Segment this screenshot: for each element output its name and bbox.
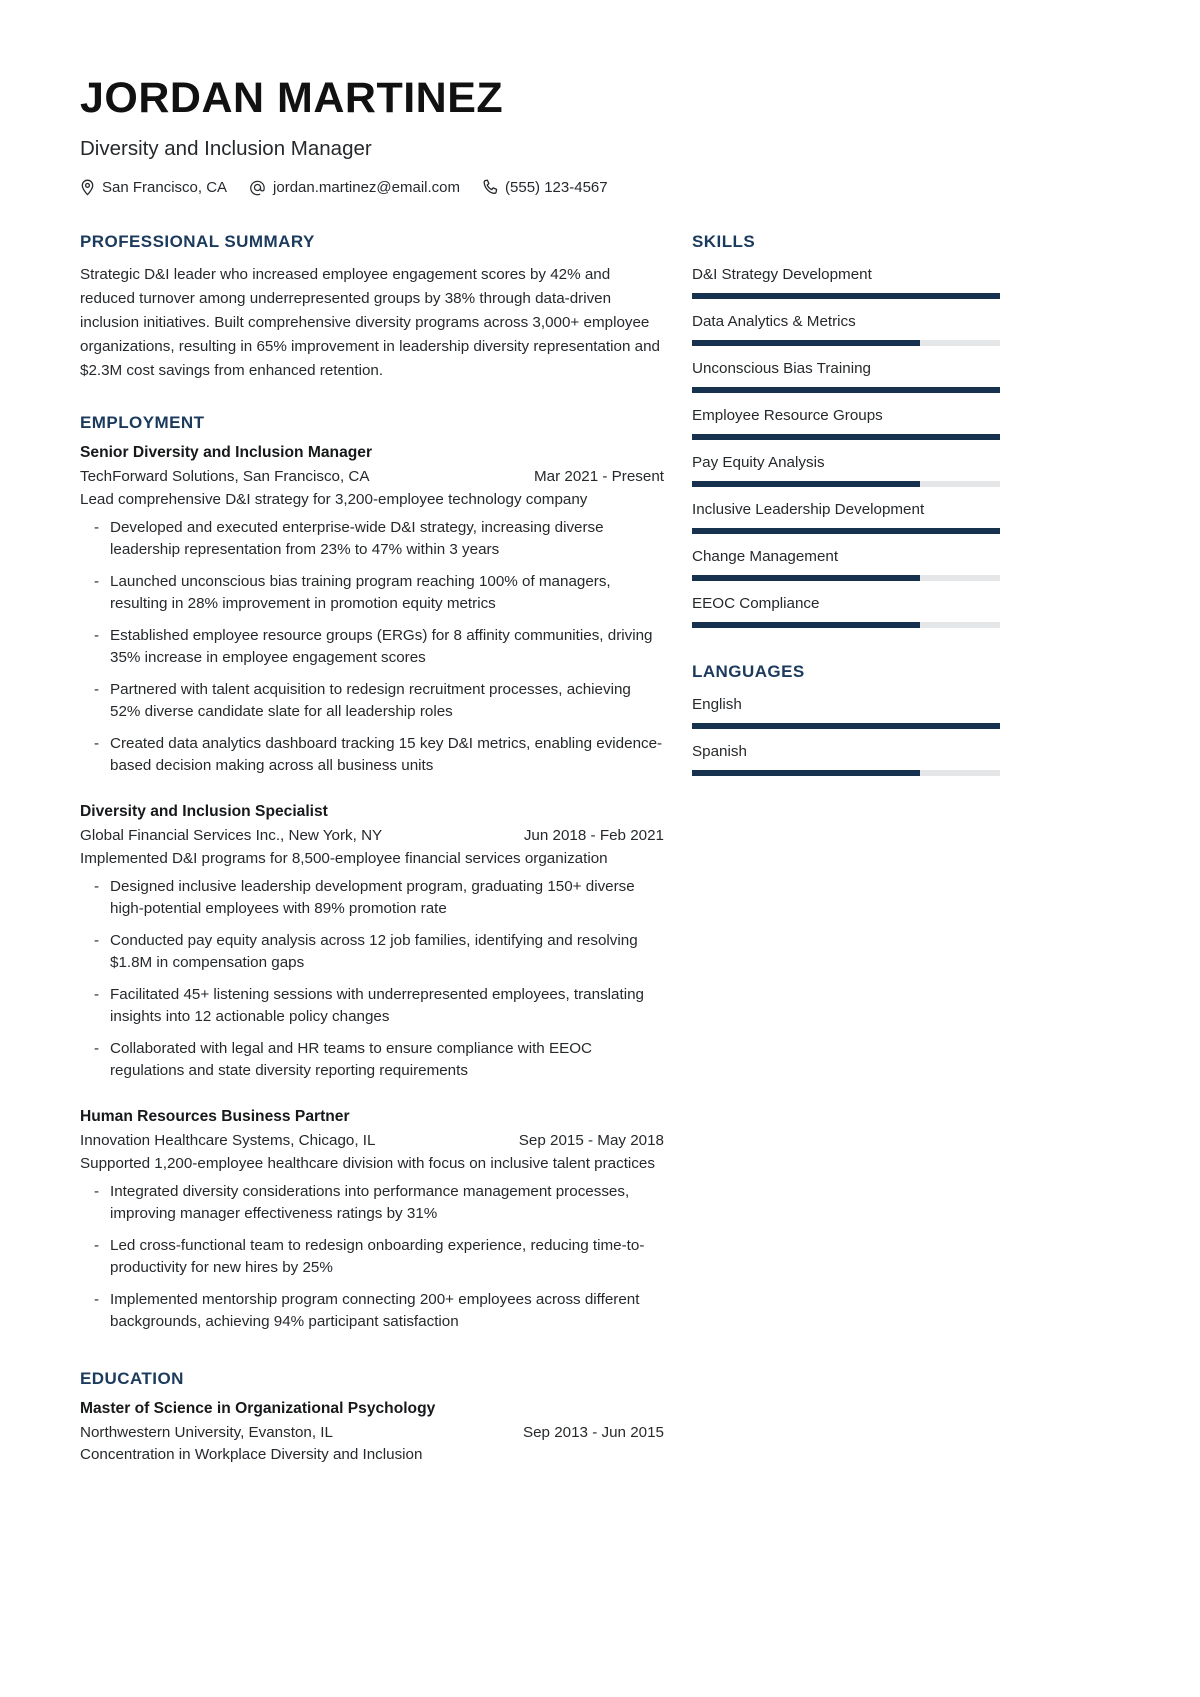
employment-bullet: - Led cross-functional team to redesign onboarding experience, reducing time-to-productivity for new hires by 25% bbox=[80, 1235, 664, 1279]
section-education bbox=[80, 1369, 664, 1463]
employment-meta bbox=[80, 1132, 664, 1149]
resume-body bbox=[80, 232, 1028, 1471]
employment-bullet: - Conducted pay equity analysis across 12 job families, identifying and resolving $1.8M in compensation gaps bbox=[80, 930, 664, 974]
contact-location bbox=[80, 179, 227, 196]
education-list bbox=[80, 1400, 664, 1463]
language-label: Spanish bbox=[692, 743, 747, 761]
section-skills bbox=[692, 232, 1000, 628]
skill-label: Pay Equity Analysis bbox=[692, 454, 825, 472]
employment-entry bbox=[80, 803, 664, 1082]
section-title-summary: PROFESSIONAL SUMMARY bbox=[80, 232, 315, 252]
skill-level-bar-fill bbox=[692, 528, 1000, 534]
skill-label: EEOC Compliance bbox=[692, 595, 820, 613]
employment-bullet-list bbox=[80, 876, 664, 1082]
skill-item bbox=[692, 595, 1000, 628]
location-pin-icon bbox=[80, 179, 95, 196]
employment-job-title: Human Resources Business Partner bbox=[80, 1107, 350, 1125]
employment-entry bbox=[80, 1108, 664, 1333]
employment-bullet-list bbox=[80, 517, 664, 777]
skill-item bbox=[692, 360, 1000, 393]
skill-item bbox=[692, 501, 1000, 534]
skill-level-bar bbox=[692, 434, 1000, 440]
employment-dates: Jun 2018 - Feb 2021 bbox=[523, 827, 664, 845]
education-school: Northwestern University, Evanston, IL bbox=[80, 1423, 333, 1441]
languages-list bbox=[692, 696, 1000, 776]
language-item bbox=[692, 696, 1000, 729]
employment-bullet: - Launched unconscious bias training program reaching 100% of managers, resulting in 28% improvement in promotion equity metrics bbox=[80, 571, 664, 615]
main-column bbox=[80, 232, 692, 1471]
employment-bullet: - Collaborated with legal and HR teams to ensure compliance with EEOC regulations and state diversity reporting requirements bbox=[80, 1038, 664, 1082]
skill-label: Unconscious Bias Training bbox=[692, 360, 871, 378]
contact-phone-text: (555) 123-4567 bbox=[505, 179, 608, 197]
employment-bullet-list bbox=[80, 1181, 664, 1333]
skill-level-bar-fill bbox=[692, 293, 1000, 299]
skills-list bbox=[692, 266, 1000, 628]
skill-item bbox=[692, 407, 1000, 440]
skill-level-bar-fill bbox=[692, 434, 1000, 440]
language-item bbox=[692, 743, 1000, 776]
employment-bullet: - Integrated diversity considerations into performance management processes, improving manager effectiveness ratings by 31% bbox=[80, 1181, 664, 1225]
employment-job-title: Diversity and Inclusion Specialist bbox=[80, 803, 328, 821]
employment-company: Global Financial Services Inc., New York, NY bbox=[80, 827, 383, 845]
section-title-skills: SKILLS bbox=[692, 232, 756, 252]
language-level-bar bbox=[692, 770, 1000, 776]
skill-level-bar-fill bbox=[692, 575, 920, 581]
skill-label: Change Management bbox=[692, 548, 839, 566]
employment-description: Supported 1,200-employee healthcare division with focus on inclusive talent practices bbox=[80, 1154, 655, 1172]
sidebar-column bbox=[692, 232, 1000, 790]
employment-bullet: - Implemented mentorship program connecting 200+ employees across different backgrounds, achieving 94% participant satisfaction bbox=[80, 1289, 664, 1333]
skill-level-bar-fill bbox=[692, 340, 920, 346]
candidate-headline: Diversity and Inclusion Manager bbox=[80, 137, 372, 161]
employment-meta bbox=[80, 468, 664, 485]
skill-level-bar-fill bbox=[692, 622, 920, 628]
employment-entry bbox=[80, 444, 664, 777]
employment-bullet: - Established employee resource groups (ERGs) for 8 affinity communities, driving 35% increase in employee engagement scores bbox=[80, 625, 664, 669]
skill-item bbox=[692, 454, 1000, 487]
resume-header bbox=[80, 76, 1028, 196]
contact-email bbox=[249, 179, 460, 196]
skill-item bbox=[692, 548, 1000, 581]
language-level-bar-fill bbox=[692, 723, 1000, 729]
skill-level-bar bbox=[692, 575, 1000, 581]
skill-level-bar-fill bbox=[692, 387, 1000, 393]
employment-job-title: Senior Diversity and Inclusion Manager bbox=[80, 444, 373, 462]
contact-phone bbox=[482, 179, 608, 196]
skill-level-bar bbox=[692, 293, 1000, 299]
employment-dates: Mar 2021 - Present bbox=[534, 468, 664, 486]
skill-label: Inclusive Leadership Development bbox=[692, 501, 925, 519]
employment-list bbox=[80, 444, 664, 1332]
education-note: Concentration in Workplace Diversity and Inclusion bbox=[80, 1445, 423, 1463]
contact-location-text: San Francisco, CA bbox=[102, 179, 228, 197]
employment-bullet: - Partnered with talent acquisition to redesign recruitment processes, achieving 52% diverse candidate slate for all leadership roles bbox=[80, 679, 664, 723]
email-at-icon bbox=[249, 179, 266, 196]
section-employment bbox=[80, 413, 664, 1332]
employment-company: TechForward Solutions, San Francisco, CA bbox=[80, 468, 370, 486]
skill-level-bar-fill bbox=[692, 481, 920, 487]
employment-description: Implemented D&I programs for 8,500-employee financial services organization bbox=[80, 850, 608, 868]
skill-item bbox=[692, 266, 1000, 299]
skill-level-bar bbox=[692, 481, 1000, 487]
section-professional-summary bbox=[80, 232, 664, 383]
language-label: English bbox=[692, 696, 742, 714]
contact-email-text: jordan.martinez@email.com bbox=[273, 179, 461, 197]
phone-icon bbox=[482, 179, 498, 196]
employment-bullet: - Created data analytics dashboard tracking 15 key D&I metrics, enabling evidence-based decision making across all business units bbox=[80, 733, 664, 777]
section-title-languages: LANGUAGES bbox=[692, 662, 805, 682]
summary-text: Strategic D&I leader who increased employee engagement scores by 42% and reduced turnover among underrepresented groups by 38% through data-driven inclusion initiatives. Built comprehensive diversity programs across 3,000+ employee organizations, resulting in 65% improvement in leadership diversity representation and $2.3M cost savings from enhanced retention. bbox=[80, 266, 660, 380]
education-dates: Sep 2013 - Jun 2015 bbox=[522, 1423, 664, 1441]
employment-meta bbox=[80, 827, 664, 844]
skill-label: Employee Resource Groups bbox=[692, 407, 883, 425]
language-level-bar bbox=[692, 723, 1000, 729]
employment-dates: Sep 2015 - May 2018 bbox=[518, 1131, 664, 1149]
skill-label: Data Analytics & Metrics bbox=[692, 313, 856, 331]
education-entry bbox=[80, 1400, 664, 1463]
language-level-bar-fill bbox=[692, 770, 920, 776]
employment-bullet: - Developed and executed enterprise-wide D&I strategy, increasing diverse leadership representation from 23% to 47% within 3 years bbox=[80, 517, 664, 561]
education-meta bbox=[80, 1424, 664, 1441]
skill-level-bar bbox=[692, 528, 1000, 534]
skill-level-bar bbox=[692, 622, 1000, 628]
skill-item bbox=[692, 313, 1000, 346]
skill-level-bar bbox=[692, 340, 1000, 346]
skill-level-bar bbox=[692, 387, 1000, 393]
candidate-name: JORDAN MARTINEZ bbox=[80, 74, 504, 122]
section-title-education: EDUCATION bbox=[80, 1368, 184, 1388]
education-degree: Master of Science in Organizational Psychology bbox=[80, 1399, 436, 1417]
contact-row bbox=[80, 179, 1028, 196]
section-languages bbox=[692, 662, 1000, 776]
skill-label: D&I Strategy Development bbox=[692, 266, 872, 284]
section-title-employment: EMPLOYMENT bbox=[80, 413, 205, 433]
employment-bullet: - Facilitated 45+ listening sessions with underrepresented employees, translating insights into 12 actionable policy changes bbox=[80, 984, 664, 1028]
employment-bullet: - Designed inclusive leadership development program, graduating 150+ diverse high-potential employees with 89% promotion rate bbox=[80, 876, 664, 920]
employment-description: Lead comprehensive D&I strategy for 3,200-employee technology company bbox=[80, 491, 588, 509]
employment-company: Innovation Healthcare Systems, Chicago, IL bbox=[80, 1131, 376, 1149]
